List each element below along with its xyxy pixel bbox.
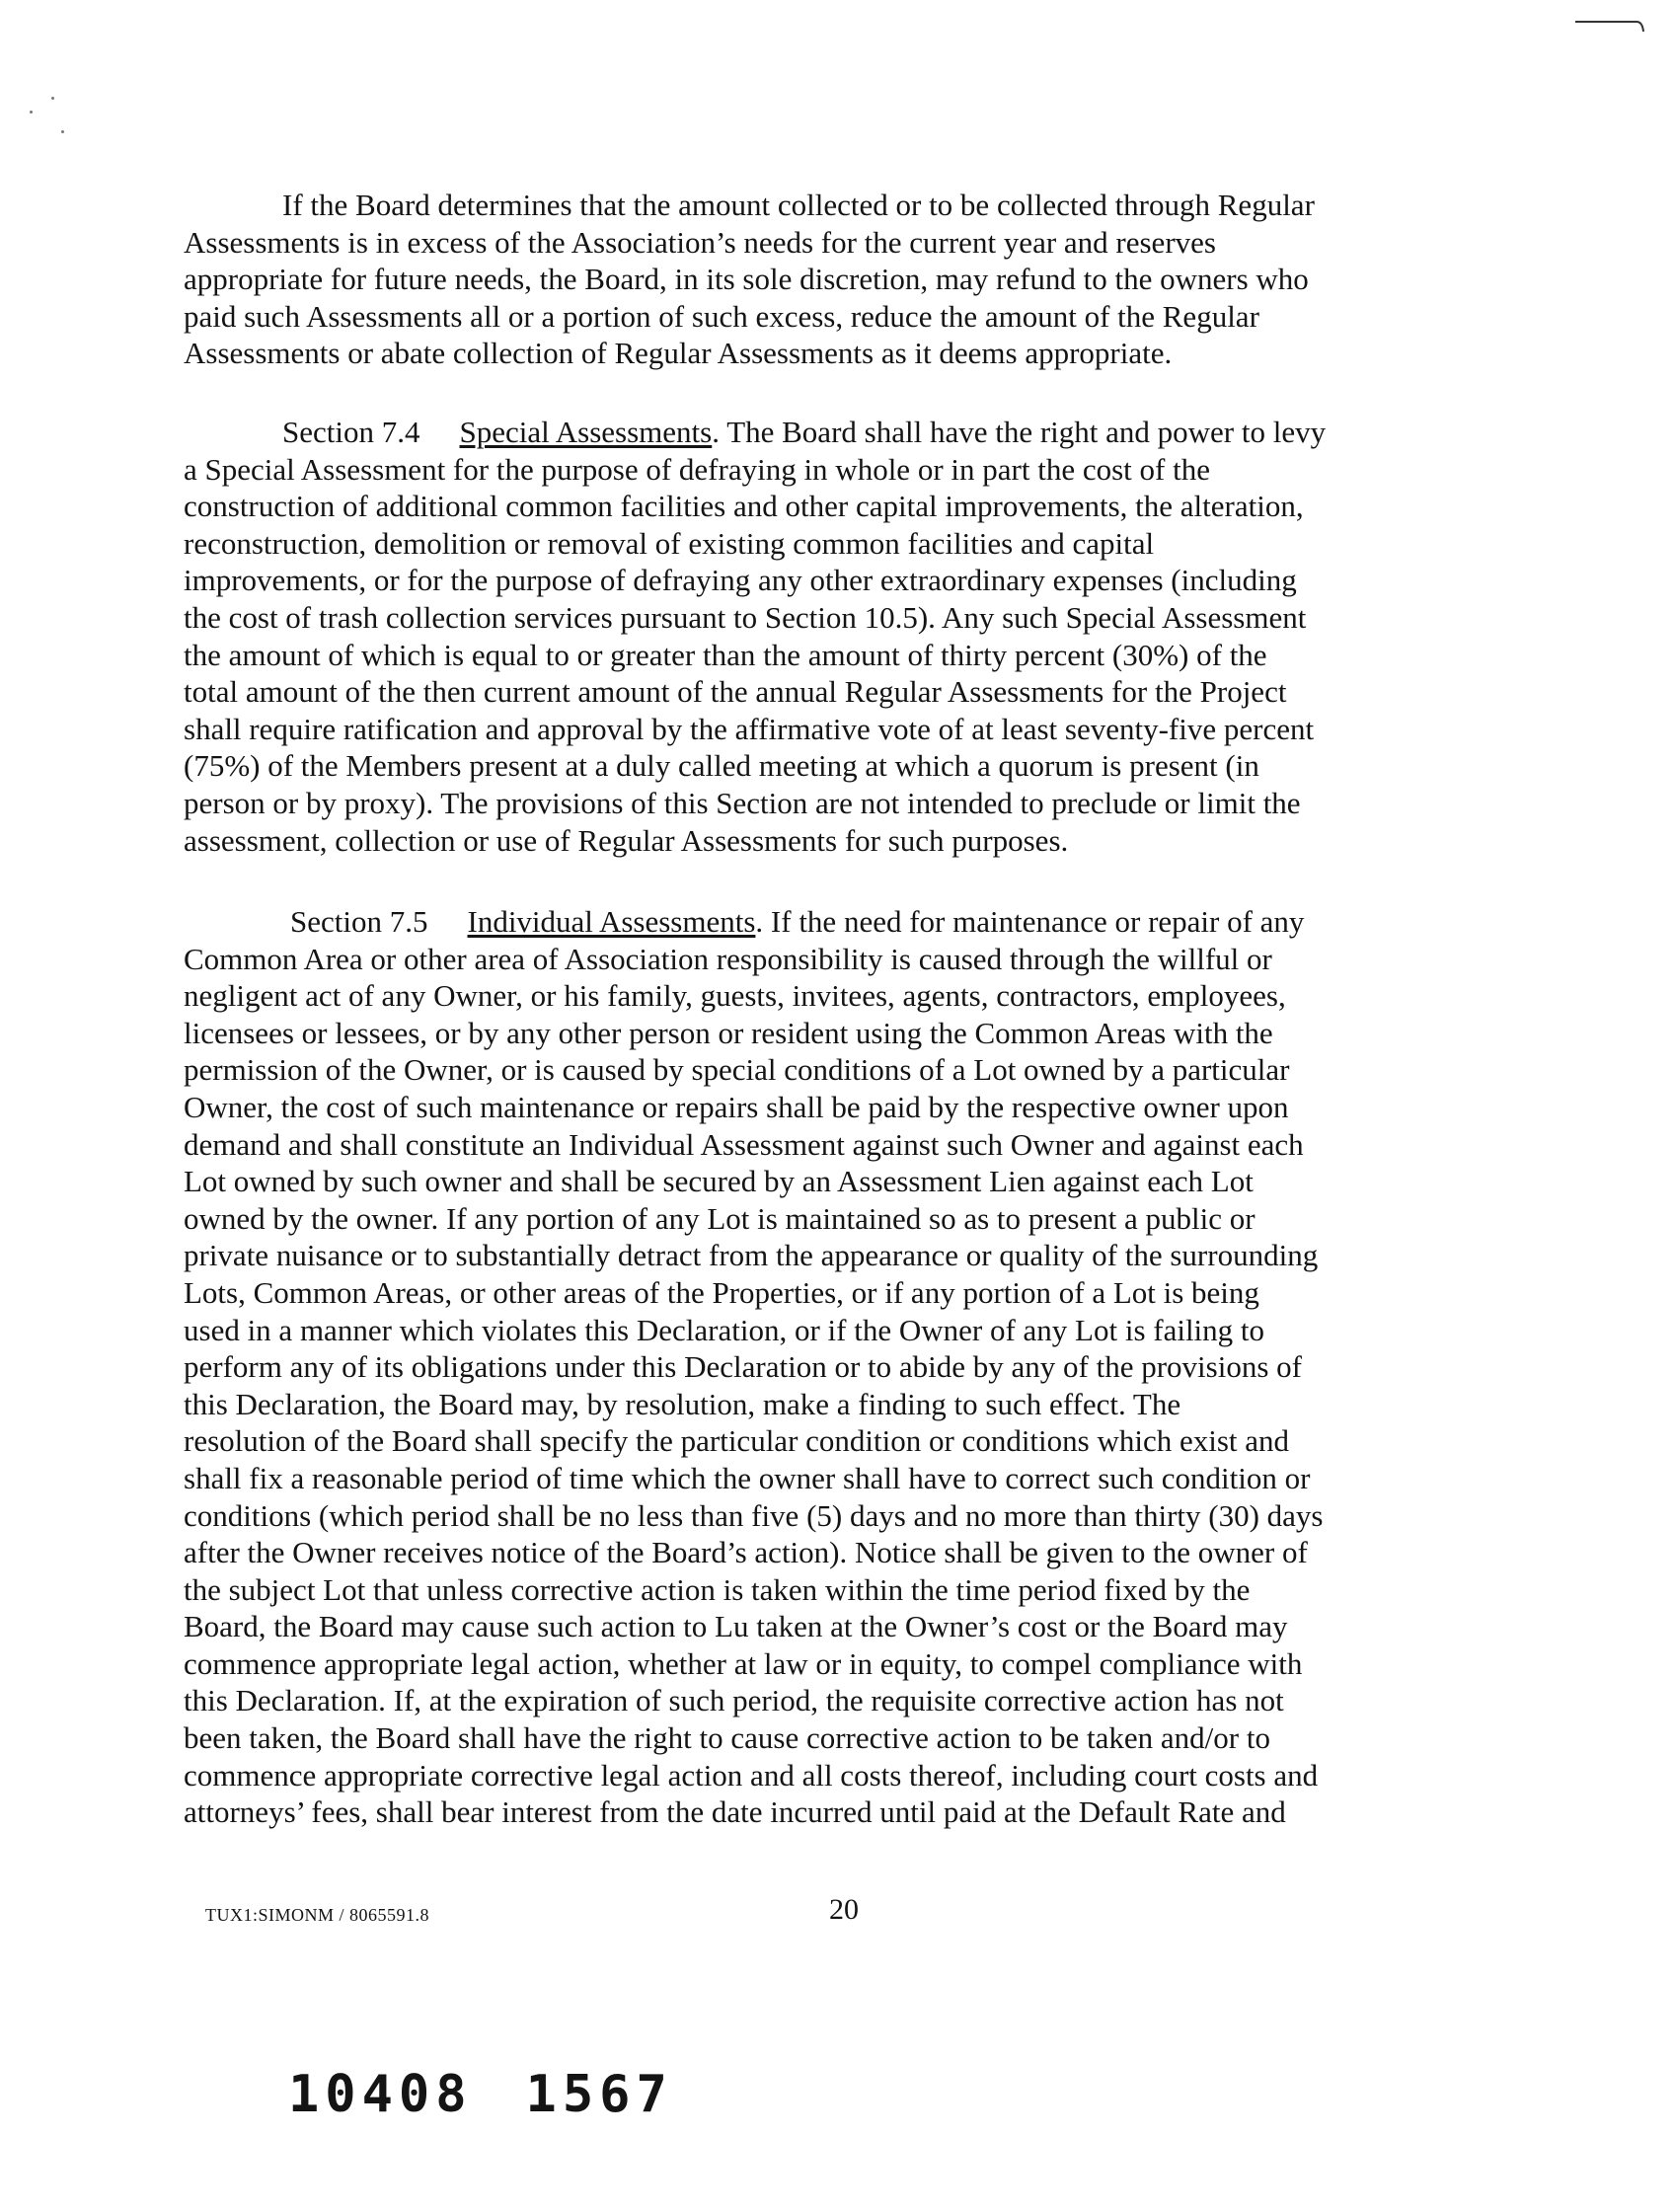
- text-line: attorneys’ fees, shall bear interest from the date incurred until paid at the Default Rate and: [184, 1794, 1286, 1830]
- text-line: appropriate for future needs, the Board, in its sole discretion, may refund to the owners who: [184, 262, 1309, 297]
- text-line: been taken, the Board shall have the right to cause corrective action to be taken and/or to: [184, 1720, 1270, 1756]
- scan-speck: [30, 111, 33, 114]
- text-line: Board, the Board may cause such action to Lu taken at the Owner’s cost or the Board may: [184, 1609, 1288, 1644]
- recording-book-number: 10408: [288, 2065, 473, 2124]
- text-line: . If the need for maintenance or repair of any: [755, 904, 1305, 939]
- text-line: the cost of trash collection services pursuant to Section 10.5). Any such Special Assessment: [184, 599, 1307, 635]
- text-line: demand and shall constitute an Individual Assessment against such Owner and against each: [184, 1126, 1304, 1162]
- text-line: assessment, collection or use of Regular Assessments for such purposes.: [184, 822, 1069, 858]
- text-line: Lots, Common Areas, or other areas of the Properties, or if any portion of a Lot is being: [184, 1274, 1259, 1310]
- text-line: Common Area or other area of Association responsibility is caused through the willful or: [184, 941, 1272, 976]
- footer-document-id: TUX1:SIMONM / 8065591.8: [205, 1905, 430, 1925]
- text-line: perform any of its obligations under this Declaration or to abide by any of the provisions of: [184, 1349, 1302, 1385]
- section-number: Section 7.5: [290, 904, 428, 939]
- scan-corner-mark: [1575, 18, 1644, 34]
- scan-speck: [61, 130, 64, 133]
- text-line: Assessments is in excess of the Association’s needs for the current year and reserves: [184, 224, 1216, 260]
- recording-stamp: [288, 2065, 673, 2124]
- text-line: conditions (which period shall be no less than five (5) days and no more than thirty (30) days: [184, 1497, 1324, 1533]
- section-heading-line: [184, 414, 1467, 451]
- section-7-4: [184, 414, 1467, 859]
- section-title: Special Assessments: [459, 415, 713, 449]
- text-line: total amount of the then current amount of the annual Regular Assessments for the Project: [184, 674, 1287, 710]
- section-title: Individual Assessments: [467, 904, 756, 939]
- text-line: owned by the owner. If any portion of any Lot is maintained so as to present a public or: [184, 1200, 1256, 1236]
- text-line: If the Board determines that the amount collected or to be collected through Regular: [282, 188, 1315, 222]
- text-line: paid such Assessments all or a portion of such excess, reduce the amount of the Regular: [184, 298, 1259, 334]
- text-line: a Special Assessment for the purpose of defraying in whole or in part the cost of the: [184, 451, 1210, 487]
- page-number: 20: [829, 1893, 859, 1926]
- text-line: Owner, the cost of such maintenance or repairs shall be paid by the respective owner upon: [184, 1089, 1289, 1124]
- recording-page-number: 1567: [525, 2065, 673, 2124]
- text-line: private nuisance or to substantially detract from the appearance or quality of the surrounding: [184, 1238, 1319, 1273]
- section-number: Section 7.4: [282, 415, 420, 449]
- text-line: . The Board shall have the right and power to levy: [712, 415, 1327, 449]
- text-line: shall fix a reasonable period of time which the owner shall have to correct such condition or: [184, 1460, 1311, 1495]
- text-line: commence appropriate legal action, whether at law or in equity, to compel compliance with: [184, 1645, 1303, 1681]
- text-line: used in a manner which violates this Declaration, or if the Owner of any Lot is failing to: [184, 1312, 1265, 1347]
- text-line: shall require ratification and approval by the affirmative vote of at least seventy-five percent: [184, 711, 1315, 746]
- section-7-5: [184, 903, 1467, 1831]
- text-line: resolution of the Board shall specify the particular condition or conditions which exist and: [184, 1423, 1290, 1459]
- text-line: licensees or lessees, or by any other person or resident using the Common Areas with the: [184, 1015, 1273, 1050]
- text-line: commence appropriate corrective legal action and all costs thereof, including court costs and: [184, 1757, 1319, 1792]
- text-line: construction of additional common facilities and other capital improvements, the alteration,: [184, 489, 1304, 524]
- text-line: Assessments or abate collection of Regular Assessments as it deems appropriate.: [184, 336, 1173, 371]
- paragraph-assessment-refund: [184, 187, 1467, 372]
- text-line: the amount of which is equal to or greater than the amount of thirty percent (30%) of the: [184, 637, 1267, 672]
- text-line: negligent act of any Owner, or his family, guests, invitees, agents, contractors, employees,: [184, 978, 1286, 1014]
- text-line: Lot owned by such owner and shall be secured by an Assessment Lien against each Lot: [184, 1164, 1254, 1199]
- text-line: reconstruction, demolition or removal of existing common facilities and capital: [184, 525, 1155, 561]
- text-line: improvements, or for the purpose of defraying any other extraordinary expenses (including: [184, 563, 1297, 598]
- text-line: after the Owner receives notice of the Board’s action). Notice shall be given to the owner of: [184, 1535, 1308, 1570]
- text-line: this Declaration. If, at the expiration of such period, the requisite corrective action has not: [184, 1683, 1284, 1718]
- scan-speck: [51, 97, 54, 100]
- text-line: this Declaration, the Board may, by resolution, make a finding to such effect. The: [184, 1386, 1181, 1421]
- text-line: (75%) of the Members present at a duly called meeting at which a quorum is present (in: [184, 748, 1259, 784]
- text-line: permission of the Owner, or is caused by special conditions of a Lot owned by a particular: [184, 1052, 1290, 1088]
- text-line: the subject Lot that unless corrective action is taken within the time period fixed by the: [184, 1571, 1251, 1607]
- text-line: person or by proxy). The provisions of this Section are not intended to preclude or limit the: [184, 785, 1301, 820]
- section-heading-line: [184, 903, 1467, 941]
